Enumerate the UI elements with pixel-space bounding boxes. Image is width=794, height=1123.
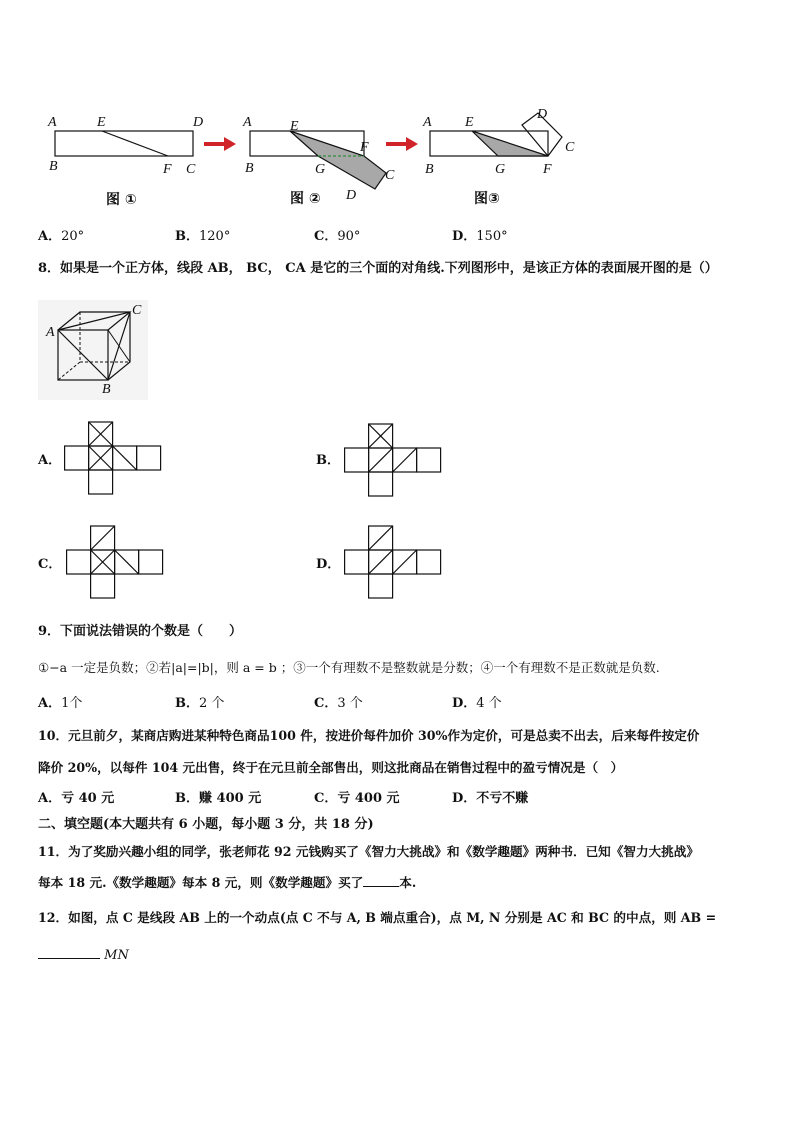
q7-option-d: D．150° <box>452 229 508 244</box>
f1-label-D: D <box>193 115 204 130</box>
q8-net-b <box>344 422 442 498</box>
q7-option-c: C．90° <box>314 229 361 244</box>
q7-fig3-caption: 图③ <box>474 191 500 207</box>
f1-label-C: C <box>186 162 196 177</box>
q11-line2: 每本 18 元.《数学趣题》每本 8 元，则《数学趣题》买了 本. <box>38 875 417 890</box>
cube-label-A: A <box>46 325 55 340</box>
q8-option-b-letter: B． <box>316 453 340 468</box>
q10-line1: 10．元旦前夕，某商店购进某种特色商品100 件，按进价每件加价 30%作为定价，可是总卖不出去，后来每件按定价 <box>38 728 700 743</box>
q7-fig1-caption: 图 ① <box>106 192 137 208</box>
f1-label-A: A <box>48 115 57 130</box>
q8-option-c-letter: C． <box>38 557 62 572</box>
f1-label-F: F <box>163 162 172 177</box>
f2-label-B: B <box>245 161 254 176</box>
q7-option-b: B．120° <box>175 229 231 244</box>
q8-option-d-letter: D． <box>316 557 341 572</box>
f2-label-E: E <box>290 119 299 134</box>
q10-option-d: D．不亏不赚 <box>452 791 529 806</box>
section-heading: 二、填空题(本大题共有 6 小题，每小题 3 分，共 18 分) <box>38 817 374 832</box>
q8-option-a-letter: A． <box>38 453 62 468</box>
q7-option-a: A．20° <box>38 229 85 244</box>
f3-label-B: B <box>425 162 434 177</box>
q11-answer-blank <box>363 874 399 887</box>
q8-net-c <box>66 524 164 600</box>
q8-stem: 8．如果是一个正方体，线段 AB， BC， CA 是它的三个面的对角线.下列图形中，是该正方体的表面展开图的是（） <box>38 261 718 276</box>
q10-option-c: C．亏 400 元 <box>314 791 400 806</box>
q9-option-c: C．3 个 <box>314 696 363 711</box>
f2-label-A: A <box>243 115 252 130</box>
f2-label-D: D <box>346 188 357 203</box>
f2-label-G: G <box>315 162 326 177</box>
q8-cube-figure <box>38 300 148 400</box>
q9-option-d: D．4 个 <box>452 696 502 711</box>
q12-line2: MN <box>38 946 129 964</box>
q8-net-a <box>64 420 162 496</box>
f2-label-C: C <box>385 168 395 183</box>
f3-label-D: D <box>537 107 548 122</box>
q7-figure-3 <box>422 107 575 177</box>
q8-net-d <box>344 524 442 600</box>
f3-label-E: E <box>465 115 474 130</box>
cube-label-B: B <box>102 382 111 397</box>
q7-fig2-caption: 图 ② <box>290 191 321 207</box>
f3-label-F: F <box>543 162 552 177</box>
f3-label-C: C <box>565 140 575 155</box>
arrow-icon <box>204 137 236 151</box>
q10-option-a: A．亏 40 元 <box>38 791 115 806</box>
q11-line1: 11．为了奖励兴趣小组的同学，张老师花 92 元钱购买了《智力大挑战》和《数学趣题》两种书．已知《智力大挑战》 <box>38 844 699 859</box>
q9-stem: 9．下面说法错误的个数是（ ） <box>38 624 243 639</box>
q10-line2: 降价 20%，以每件 104 元出售，终于在元旦前全部售出，则这批商品在销售过程中的盈亏情况是（ ） <box>38 760 624 775</box>
q9-option-a: A．1个 <box>38 696 83 711</box>
cube-label-C: C <box>132 303 142 318</box>
f3-label-A: A <box>423 115 432 130</box>
f3-label-G: G <box>495 162 506 177</box>
f1-label-E: E <box>97 115 106 130</box>
f2-label-F: F <box>360 140 369 155</box>
q10-option-b: B．赚 400 元 <box>175 791 262 806</box>
q12-line1: 12．如图，点 C 是线段 AB 上的一个动点(点 C 不与 A, B 端点重合)，点 M, N 分别是 AC 和 BC 的中点，则 AB = <box>38 910 717 925</box>
q12-answer-blank <box>38 946 100 959</box>
q9-option-b: B．2 个 <box>175 696 225 711</box>
arrow-icon <box>386 137 418 151</box>
q9-statements: ①−a 一定是负数；②若|a|=|b|，则 a = b ；③一个有理数不是整数就是分数；④一个有理数不是正数就是负数. <box>38 660 660 675</box>
q7-figure-1 <box>47 115 203 177</box>
f1-label-B: B <box>49 159 58 174</box>
